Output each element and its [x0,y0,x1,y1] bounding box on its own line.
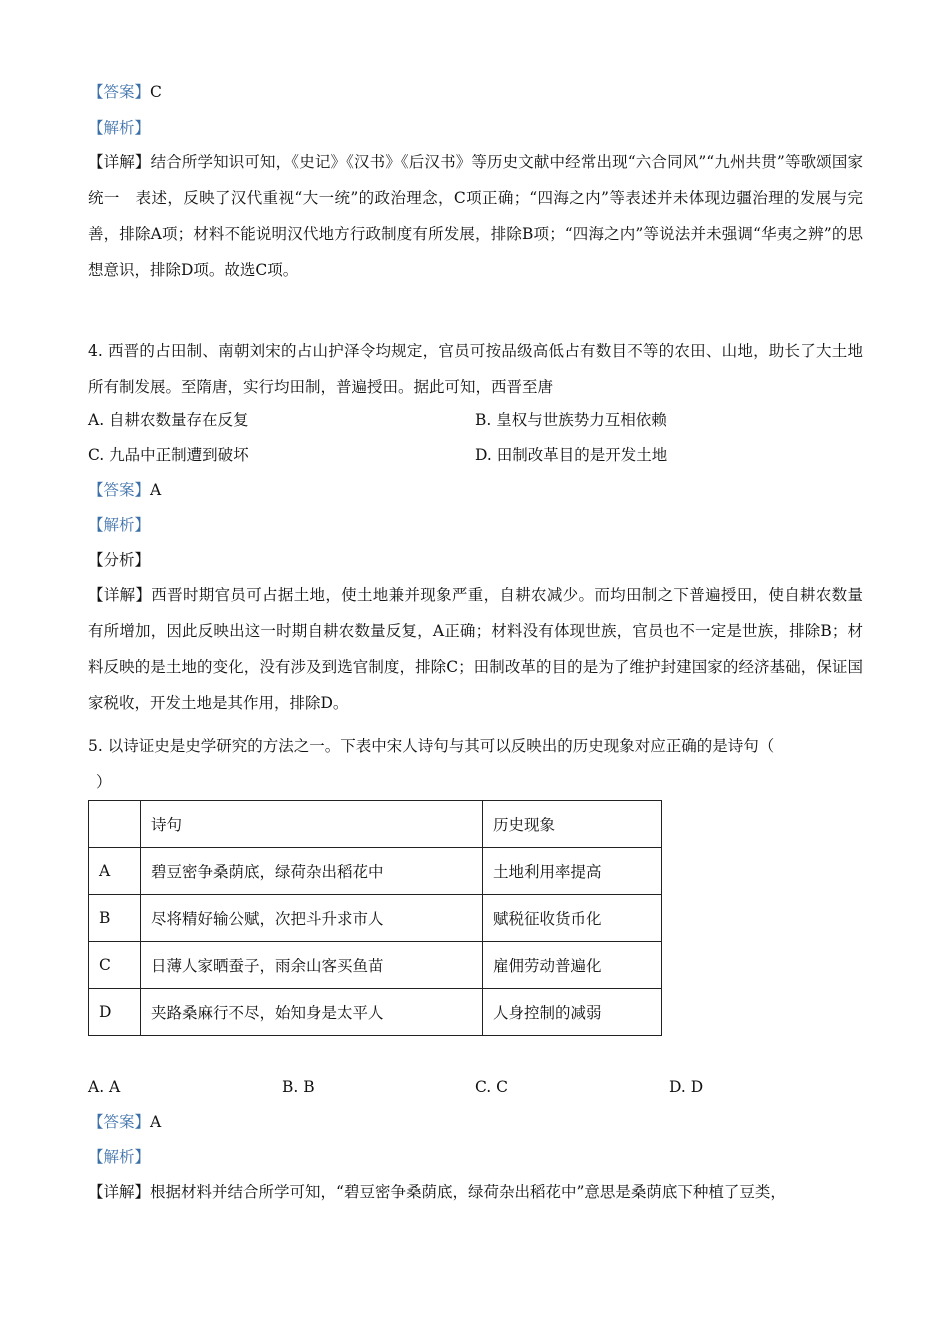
answer-value: A [150,1113,162,1131]
row-label: D [89,989,141,1036]
answer-tag: 【答案】 [88,83,151,101]
detail-text: 西晋时期官员可占据土地，使土地兼并现象严重，自耕农减少。而均田制之下普遍授田，使自耕农数量有所增加，因此反映出这一时期自耕农数量反复，A正确；材料没有体现世族，官员也不一定是世族，排除B；材料反映的是土地的变化，没有涉及到选官制度，排除C；田制改革的目的是为了维护封建国家的经济基础，保证国家税收，开发土地是其作用，排除D。 [88,586,863,712]
poem-cell: 尽将精好输公赋，次把斗升求市人 [141,895,483,942]
answer-tag: 【答案】 [88,481,151,499]
table-row [89,895,662,942]
q4-fenxi-tag: 【分析】 [88,551,151,569]
analysis-tag: 【解析】 [88,1148,151,1166]
row-label: B [89,895,141,942]
q5-detail [88,1174,863,1210]
q4-option-d: D. 田制改革目的是开发土地 [475,446,668,464]
q3-detail [88,144,863,288]
detail-text: 根据材料并结合所学可知，“碧豆密争桑荫底，绿荷杂出稻花中”意思是桑荫底下种植了豆类， [150,1183,786,1201]
table-row [89,989,662,1036]
poem-cell: 碧豆密争桑荫底，绿荷杂出稻花中 [141,848,483,895]
phenomenon-cell: 人身控制的减弱 [483,989,662,1036]
row-label: A [89,848,141,895]
q4-answer [88,478,161,502]
q5-option-d: D. D [669,1078,704,1096]
header-cell: 诗句 [141,801,483,848]
q4-option-b: B. 皇权与世族势力互相依赖 [475,411,667,429]
q5-stem [88,728,863,800]
q5-stem-close: ） [96,773,112,791]
detail-tag: 【详解】 [88,586,152,604]
header-cell [89,801,141,848]
q5-option-c: C. C [475,1078,509,1096]
phenomenon-cell: 赋税征收货币化 [483,895,662,942]
table-header-row [89,801,662,848]
detail-tag: 【详解】 [88,1183,151,1201]
q5-option-b: B. B [282,1078,315,1096]
q3-analysis-tag [88,116,150,140]
q4-option-a: A. 自耕农数量存在反复 [88,411,249,429]
phenomenon-cell: 雇佣劳动普遍化 [483,942,662,989]
table-row [89,848,662,895]
q4-analysis-tag [88,513,150,537]
q4-option-c: C. 九品中正制遭到破坏 [88,446,249,464]
answer-value: C [150,83,162,101]
answer-value: A [150,481,162,499]
poem-table [88,800,662,1036]
poem-cell: 日薄人家晒蚕子，雨余山客买鱼苗 [141,942,483,989]
answer-tag: 【答案】 [88,1113,151,1131]
q5-analysis-tag [88,1145,150,1169]
header-cell: 历史现象 [483,801,662,848]
phenomenon-cell: 土地利用率提高 [483,848,662,895]
detail-text: 结合所学知识可知，《史记》《汉书》《后汉书》等历史文献中经常出现“六合同风”“九州共贯”等歌颂国家统一 表述，反映了汉代重视“大一统”的政治理念，C项正确；“四海之内”等表述并未体现边疆治理的发展与完善，排除A项；材料不能说明汉代地方行政制度有所发展，排除B项；“四海之内”等说法并未强调“华夷之辨”的思想意识，排除D项。故选C项。 [88,153,863,279]
q5-answer [88,1110,161,1134]
table-row [89,942,662,989]
q5-option-a: A. A [88,1078,121,1096]
q4-detail [88,577,863,721]
q4-stem: 4. 西晋的占田制、南朝刘宋的占山护泽令均规定，官员可按品级高低占有数目不等的农田、山地，助长了大土地所有制发展。至隋唐，实行均田制，普遍授田。据此可知，西晋至唐 [88,342,863,396]
analysis-tag: 【解析】 [88,119,151,137]
poem-cell: 夹路桑麻行不尽，始知身是太平人 [141,989,483,1036]
analysis-tag: 【解析】 [88,516,151,534]
q5-stem-text: 5. 以诗证史是史学研究的方法之一。下表中宋人诗句与其可以反映出的历史现象对应正确的是诗句（ [88,737,775,755]
detail-tag: 【详解】 [88,153,151,171]
q3-answer [88,80,162,104]
row-label: C [89,942,141,989]
